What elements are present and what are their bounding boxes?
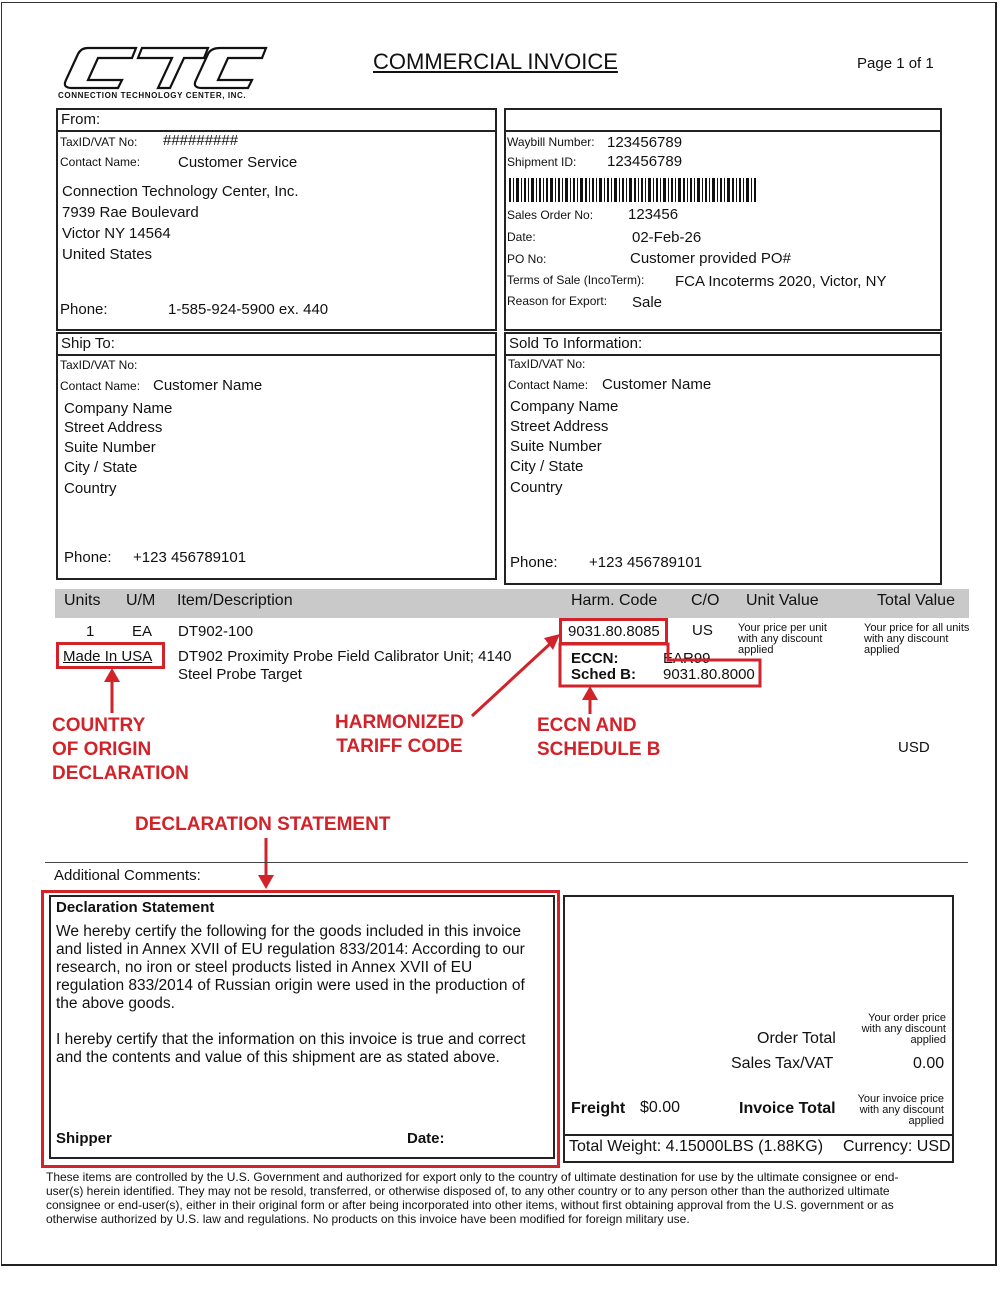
ship-to-address-line: City / State <box>64 459 138 476</box>
declaration-title: Declaration Statement <box>56 899 215 916</box>
ship-to-address-line: Street Address <box>64 419 163 436</box>
page-number: Page 1 of 1 <box>857 55 934 72</box>
sold-to-taxid-label: TaxID/VAT No: <box>508 357 586 371</box>
row-description: DT902 Proximity Probe Field Calibrator Unit; 4140 <box>178 648 512 665</box>
invoice-title: COMMERCIAL INVOICE <box>373 49 618 74</box>
reason-label: Reason for Export: <box>507 294 608 308</box>
sold-to-phone-label: Phone: <box>510 554 558 571</box>
total-value-note: Your price for all units with any discount applied <box>864 622 970 656</box>
terms-value: FCA Incoterms 2020, Victor, NY <box>675 273 887 290</box>
from-contact-value: Customer Service <box>178 154 298 171</box>
row-origin: Made In USA <box>63 648 153 665</box>
col-co: C/O <box>691 592 720 609</box>
ship-to-phone-value: +123 456789101 <box>133 549 247 566</box>
row-item: DT902-100 <box>178 623 254 640</box>
date-label: Date: <box>507 230 536 244</box>
certify-text: I hereby certify that the information on this invoice is true and correct and the contents and value of this shipment are as stated above. <box>56 1031 526 1066</box>
from-taxid-value: ######### <box>163 132 239 149</box>
reason-value: Sale <box>632 294 663 311</box>
shipment-id-value: 123456789 <box>607 153 683 170</box>
ship-to-contact-value: Customer Name <box>153 377 263 394</box>
from-phone-label: Phone: <box>60 301 108 318</box>
sold-to-contact-label: Contact Name: <box>508 378 589 392</box>
sales-tax-label: Sales Tax/VAT <box>731 1055 834 1072</box>
sold-to-address-line: Country <box>510 479 563 496</box>
declaration-annotation: DECLARATION STATEMENT <box>135 814 391 835</box>
unit-value-note: Your price per unit with any discount applied <box>738 622 827 656</box>
ship-to-contact-label: Contact Name: <box>60 379 141 393</box>
row-um: EA <box>132 623 153 640</box>
col-um: U/M <box>126 592 156 609</box>
order-total-label: Order Total <box>757 1030 836 1047</box>
shipment-id-label: Shipment ID: <box>507 155 577 169</box>
sales-order-label: Sales Order No: <box>507 208 594 222</box>
row-currency: USD <box>898 739 930 756</box>
from-address-line: United States <box>62 246 153 263</box>
col-total-value: Total Value <box>877 592 955 609</box>
eccn-annotation: ECCN AND SCHEDULE B <box>537 715 661 760</box>
row-description: Steel Probe Target <box>178 666 302 683</box>
row-co: US <box>692 622 713 639</box>
totals-divider <box>564 1134 953 1136</box>
waybill-label: Waybill Number: <box>507 135 595 149</box>
from-label: From: <box>61 111 101 128</box>
ship-to-address-line: Country <box>64 480 117 497</box>
currency: Currency: USD <box>843 1138 951 1155</box>
col-units: Units <box>64 592 101 609</box>
po-value: Customer provided PO# <box>630 250 791 267</box>
col-item: Item/Description <box>177 592 293 609</box>
col-unit-value: Unit Value <box>746 592 819 609</box>
sold-to-address-line: Company Name <box>510 398 619 415</box>
sold-to-address-line: Suite Number <box>510 438 602 455</box>
ship-to-address-line: Suite Number <box>64 439 156 456</box>
signature-date-label: Date: <box>407 1130 445 1147</box>
ship-to-taxid-label: TaxID/VAT No: <box>60 358 138 372</box>
invoice-price-note: Your invoice price with any discount applied <box>857 1093 944 1127</box>
additional-comments-label: Additional Comments: <box>54 867 201 884</box>
freight-label: Freight <box>571 1100 626 1117</box>
export-control-notice: These items are controlled by the U.S. Government and authorized for export only to the country of ultimate destination for use by the ultimate consignee or end- user(s) herein identified. They may not be resold, transferred, or otherwise disposed of, to any other country or to any person other than the authorized ultimate consignee or end-user(s), either in their original form or after being incorporated into other items, without first obtaining approval from the U.S. government or as otherwise authorized by U.S. law and regulations. No products on this invoice have been modified for foreign military use. <box>46 1170 899 1226</box>
sales-order-value: 123456 <box>628 206 679 223</box>
from-contact-label: Contact Name: <box>60 155 141 169</box>
row-units: 1 <box>86 623 95 640</box>
shipper-label: Shipper <box>56 1130 112 1147</box>
from-taxid-label: TaxID/VAT No: <box>60 135 138 149</box>
invoice-total-label: Invoice Total <box>739 1100 836 1117</box>
sales-tax-value: 0.00 <box>913 1055 945 1072</box>
eccn-label: ECCN: <box>571 650 619 667</box>
schedb-label: Sched B: <box>571 666 637 683</box>
freight-value: $0.00 <box>640 1099 681 1116</box>
sold-to-contact-value: Customer Name <box>602 376 712 393</box>
col-harm-code: Harm. Code <box>571 592 658 609</box>
comments-divider <box>45 862 968 863</box>
logo-subtitle: CONNECTION TECHNOLOGY CENTER, INC. <box>58 91 247 100</box>
eccn-value: EAR99 <box>663 650 711 667</box>
date-value: 02-Feb-26 <box>632 229 702 246</box>
po-label: PO No: <box>507 252 547 266</box>
schedb-value: 9031.80.8000 <box>663 666 755 683</box>
from-address-line: Victor NY 14564 <box>62 225 171 242</box>
from-address-line: Connection Technology Center, Inc. <box>62 183 299 200</box>
ship-to-address-line: Company Name <box>64 400 173 417</box>
sold-to-address-line: Street Address <box>510 418 609 435</box>
waybill-value: 123456789 <box>607 134 683 151</box>
sold-to-phone-value: +123 456789101 <box>589 554 703 571</box>
country-origin-annotation: COUNTRY OF ORIGIN DECLARATION <box>52 715 189 784</box>
from-phone-value: 1-585-924-5900 ex. 440 <box>168 301 329 318</box>
total-weight: Total Weight: 4.15000LBS (1.88KG) <box>569 1138 824 1155</box>
sold-to-label: Sold To Information: <box>509 335 643 352</box>
sold-to-address-line: City / State <box>510 458 584 475</box>
from-address-line: 7939 Rae Boulevard <box>62 204 199 221</box>
row-harm-code: 9031.80.8085 <box>568 623 660 640</box>
ship-to-label: Ship To: <box>61 335 115 352</box>
declaration-text: We hereby certify the following for the goods included in this invoice and listed in Annex XVII of EU regulation 833/2014: According to our research, no iron or steel products listed in Annex XVII of EU regulation 833/2014 of Russian origin were used in the production of the above goods. <box>56 923 525 1012</box>
harmonized-annotation: HARMONIZED TARIFF CODE <box>335 712 464 757</box>
ship-to-phone-label: Phone: <box>64 549 112 566</box>
order-price-note: Your order price with any discount applied <box>861 1012 946 1046</box>
terms-label: Terms of Sale (IncoTerm): <box>507 273 645 287</box>
